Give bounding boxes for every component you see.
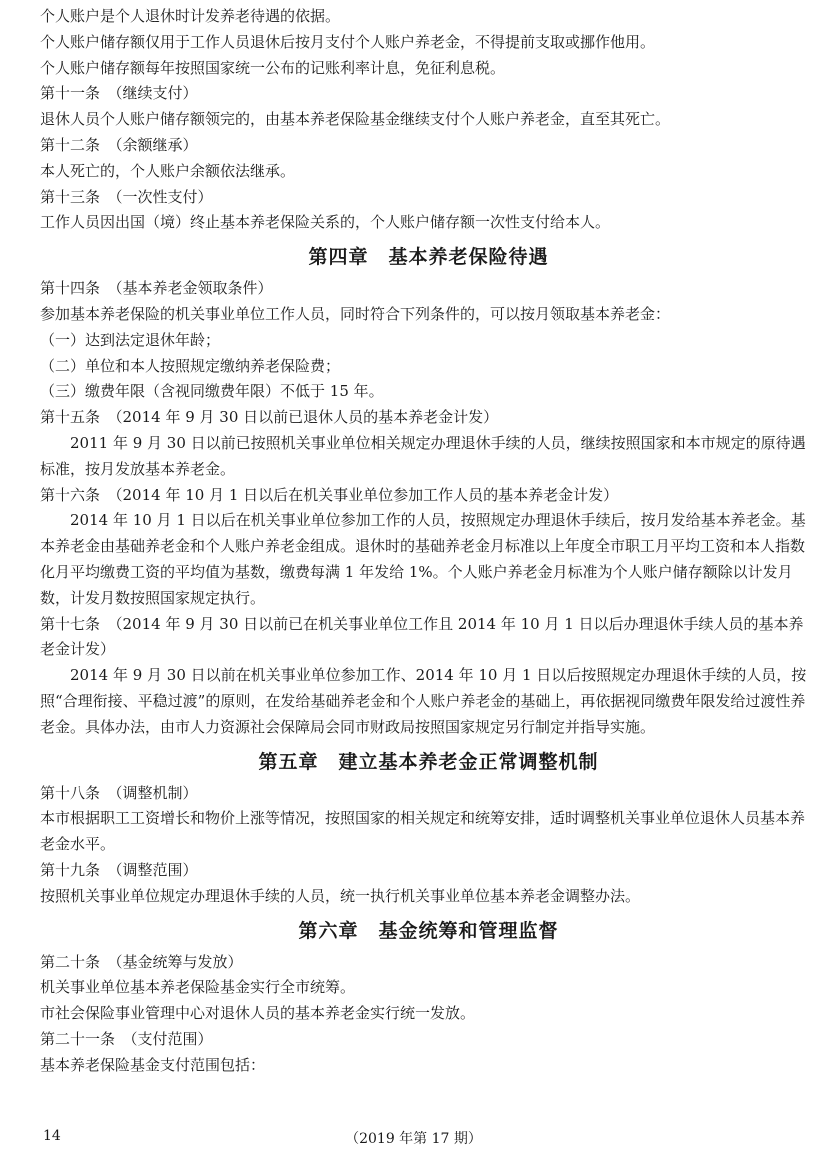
chapter-heading: 第六章 基金统筹和管理监督 bbox=[298, 919, 559, 942]
article-heading: 第十九条 （调整范围） bbox=[40, 860, 198, 879]
paragraph: 2014 年 9 月 30 日以前在机关事业单位参加工作、2014 年 10 月 1 日以后按照规定办理退休手续的人员，按照“合理衔接、平稳过渡”的原则，在发给基础养老金和个人账户养老金的基础上，再依据视同缴费年限发给过渡性养老金。具体办法，由市人力资源社会保障局会同市财政局按照国家规定另行制定并指导实施。 bbox=[40, 666, 807, 736]
paragraph: 2011 年 9 月 30 日以前已按照机关事业单位相关规定办理退休手续的人员，继续按照国家和本市规定的原待遇标准，按月发放基本养老金。 bbox=[40, 433, 806, 478]
paragraph: 本人死亡的，个人账户余额依法继承。 bbox=[40, 161, 296, 180]
article-heading: 第十一条 （继续支付） bbox=[40, 84, 198, 103]
page-number: 14 bbox=[43, 1128, 61, 1144]
article-heading: 第十二条 （余额继承） bbox=[40, 135, 198, 154]
article-heading: 第十五条 （2014 年 9 月 30 日以前已退休人员的基本养老金计发） bbox=[40, 408, 499, 427]
article-heading: 第十六条 （2014 年 10 月 1 日以后在机关事业单位参加工作人员的基本养老金计发） bbox=[40, 485, 619, 504]
paragraph: 市社会保险事业管理中心对退休人员的基本养老金实行统一发放。 bbox=[40, 1004, 476, 1023]
paragraph: 工作人员因出国（境）终止基本养老保险关系的，个人账户储存额一次性支付给本人。 bbox=[40, 213, 611, 232]
issue-label: （2019 年第 17 期） bbox=[345, 1131, 482, 1147]
article-heading: 第二十条 （基金统筹与发放） bbox=[40, 952, 243, 971]
paragraph: 基本养老保险基金支付范围包括： bbox=[40, 1055, 266, 1074]
paragraph: 机关事业单位基本养老保险基金实行全市统筹。 bbox=[40, 978, 356, 997]
paragraph: 个人账户储存额仅用于工作人员退休后按月支付个人账户养老金，不得提前支取或挪作他用。 bbox=[40, 32, 656, 51]
article-heading: 第十三条 （一次性支付） bbox=[40, 187, 213, 206]
chapter-heading: 第四章 基本养老保险待遇 bbox=[308, 246, 549, 269]
document-body bbox=[40, 4, 817, 1078]
article-heading: 第十八条 （调整机制） bbox=[40, 783, 198, 802]
paragraph: 参加基本养老保险的机关事业单位工作人员，同时符合下列条件的，可以按月领取基本养老金： bbox=[40, 304, 671, 323]
paragraph: 2014 年 10 月 1 日以后在机关事业单位参加工作的人员，按照规定办理退休手续后，按月发给基本养老金。基本养老金由基础养老金和个人账户养老金组成。退休时的基础养老金月标准以上年度全市职工月平均工资和本人指数化月平均缴费工资的平均值为基数，缴费每满 1 年发给 1%。个人账户养老金月标准为个人账户储存额除以计发月数，计发月数按照国家规定执行。 bbox=[40, 511, 806, 607]
paragraph: （三）缴费年限（含视同缴费年限）不低于 15 年。 bbox=[40, 382, 384, 401]
article-heading: 第二十一条 （支付范围） bbox=[40, 1029, 213, 1048]
page-footer bbox=[0, 1128, 827, 1150]
paragraph: 本市根据职工工资增长和物价上涨等情况，按照国家的相关规定和统筹安排，适时调整机关事业单位退休人员基本养老金水平。 bbox=[40, 809, 806, 854]
paragraph: 个人账户储存额每年按照国家统一公布的记账利率计息，免征利息税。 bbox=[40, 58, 506, 77]
paragraph: 退休人员个人账户储存额领完的，由基本养老保险基金继续支付个人账户养老金，直至其死亡。 bbox=[40, 110, 671, 129]
article-heading: 第十四条 （基本养老金领取条件） bbox=[40, 279, 273, 298]
paragraph: （二）单位和本人按照规定缴纳养老保险费； bbox=[40, 356, 341, 375]
paragraph: （一）达到法定退休年龄； bbox=[40, 330, 221, 349]
chapter-heading: 第五章 建立基本养老金正常调整机制 bbox=[258, 750, 599, 773]
article-heading: 第十七条 （2014 年 9 月 30 日以前已在机关事业单位工作且 2014 年 10 月 1 日以后办理退休手续人员的基本养老金计发） bbox=[40, 614, 804, 659]
paragraph: 按照机关事业单位规定办理退休手续的人员，统一执行机关事业单位基本养老金调整办法。 bbox=[40, 886, 641, 905]
paragraph: 个人账户是个人退休时计发养老待遇的依据。 bbox=[40, 7, 341, 25]
